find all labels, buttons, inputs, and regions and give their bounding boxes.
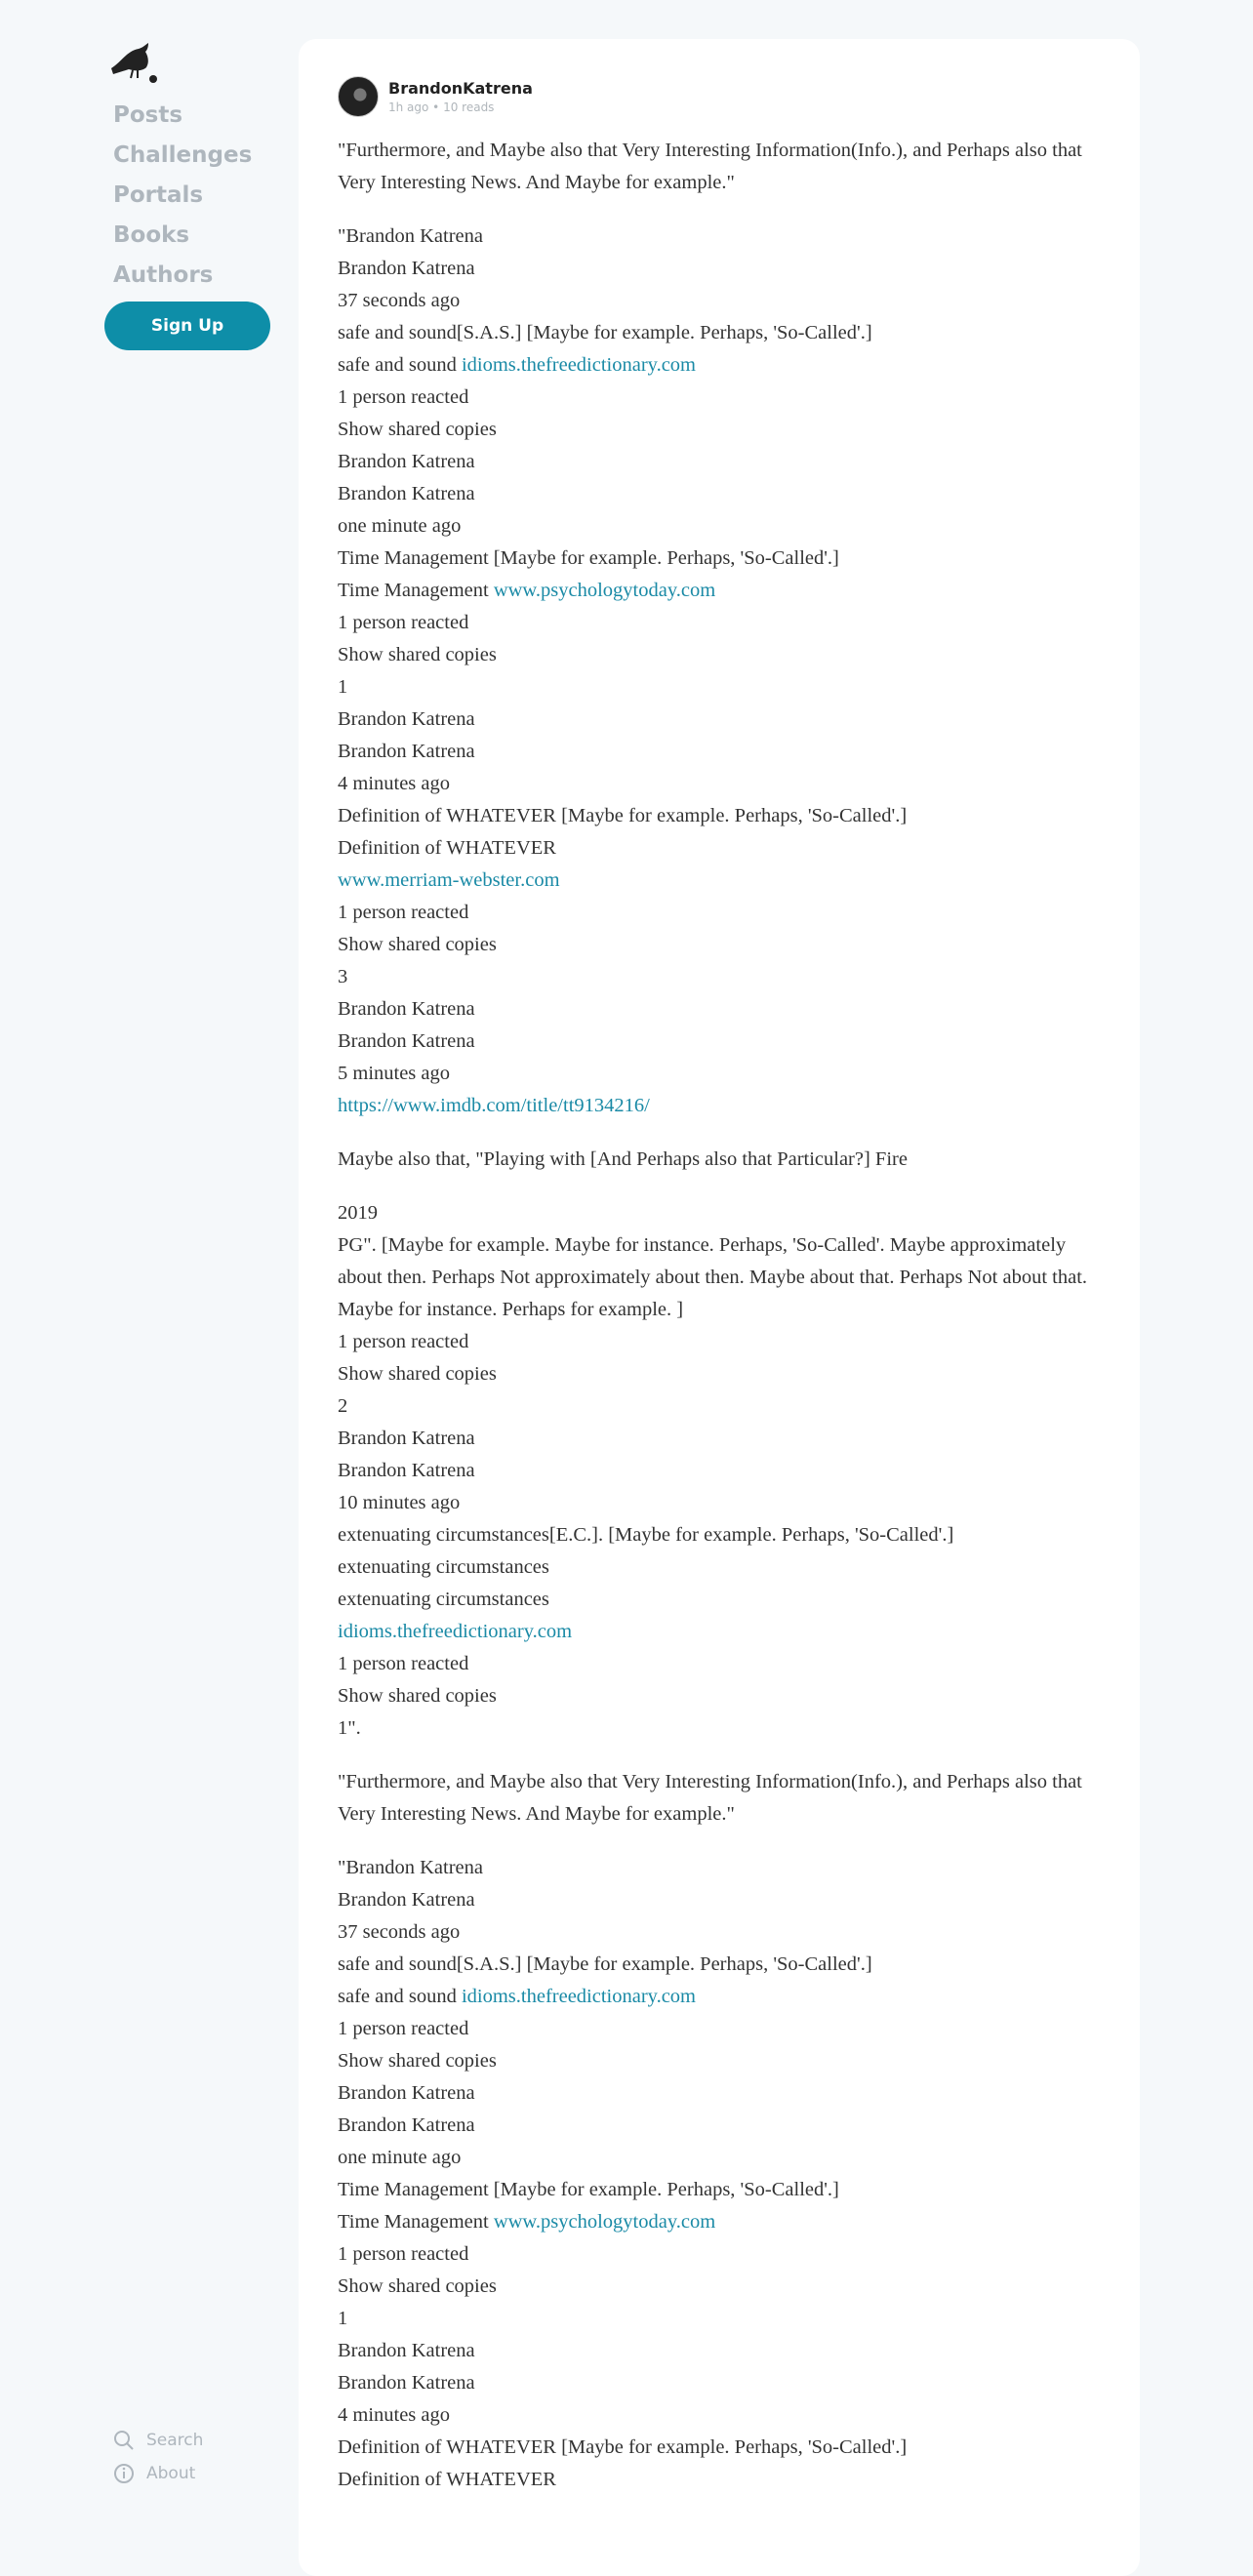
text-line: one minute ago	[338, 2147, 462, 2168]
search-link[interactable]	[113, 2426, 203, 2455]
text-line: Brandon Katrena	[338, 2340, 475, 2361]
avatar[interactable]	[338, 76, 379, 117]
text-line: 2	[338, 1395, 348, 1417]
text-line: Brandon Katrena	[338, 1428, 475, 1449]
sign-up-button[interactable]: Sign Up	[104, 302, 270, 350]
text-line: safe and sound[S.A.S.] [Maybe for example. Perhaps, 'So-Called'.]	[338, 322, 872, 343]
text-line: Show shared copies	[338, 1363, 497, 1385]
text-line: 1 person reacted	[338, 1653, 469, 1674]
post-body	[338, 135, 1105, 2517]
text-line: Time Management	[338, 2211, 494, 2233]
text-line: Brandon Katrena	[338, 2114, 475, 2136]
text-line: Show shared copies	[338, 2050, 497, 2072]
text-line: 3	[338, 966, 348, 987]
nav-item-authors[interactable]: Authors	[113, 262, 214, 288]
text-line: 1 person reacted	[338, 2243, 469, 2265]
text-line: PG". [Maybe for example. Maybe for instance. Perhaps, 'So-Called'. Maybe approximately about then. Perhaps Not approximately about then. Maybe about that. Perhaps Not about that. Maybe for instance. Perhaps for example. ]	[338, 1234, 1088, 1320]
text-line: 37 seconds ago	[338, 1921, 461, 1943]
text-line: safe and sound[S.A.S.] [Maybe for example. Perhaps, 'So-Called'.]	[338, 1953, 872, 1975]
nav-item-challenges[interactable]: Challenges	[113, 142, 253, 168]
text-line: Show shared copies	[338, 934, 497, 955]
link-psychologytoday[interactable]: www.psychologytoday.com	[493, 580, 716, 601]
text-line: 2019	[338, 1202, 378, 1224]
sidebar	[0, 0, 293, 2506]
author-name[interactable]: BrandonKatrena	[388, 79, 533, 98]
post-paragraph: "Furthermore, and Maybe also that Very Interesting Information(Info.), and Perhaps also that Very Interesting News. And Maybe for example."	[338, 1771, 1082, 1825]
text-line: 5 minutes ago	[338, 1063, 451, 1084]
main-nav	[113, 96, 252, 296]
text-line: Definition of WHATEVER	[338, 2469, 556, 2490]
text-line: one minute ago	[338, 515, 462, 537]
link-psychologytoday[interactable]: www.psychologytoday.com	[493, 2211, 716, 2233]
text-line: Definition of WHATEVER [Maybe for example. Perhaps, 'So-Called'.]	[338, 805, 908, 826]
text-line: "Brandon Katrena	[338, 225, 483, 247]
post-paragraph: "Furthermore, and Maybe also that Very Interesting Information(Info.), and Perhaps also that Very Interesting News. And Maybe for example."	[338, 140, 1082, 193]
text-line: Show shared copies	[338, 644, 497, 665]
text-line: 1 person reacted	[338, 1331, 469, 1352]
text-line: Time Management [Maybe for example. Perhaps, 'So-Called'.]	[338, 547, 839, 569]
text-line: extenuating circumstances[E.C.]. [Maybe for example. Perhaps, 'So-Called'.]	[338, 1524, 954, 1546]
text-line: Brandon Katrena	[338, 741, 475, 762]
text-line: 10 minutes ago	[338, 1492, 461, 1513]
text-line: Brandon Katrena	[338, 451, 475, 472]
link-freedictionary[interactable]: idioms.thefreedictionary.com	[338, 1621, 573, 1642]
text-line: 1 person reacted	[338, 386, 469, 408]
post-paragraph	[338, 1852, 1105, 2496]
text-line: Brandon Katrena	[338, 2372, 475, 2394]
text-line: Brandon Katrena	[338, 258, 475, 279]
text-line: Time Management	[338, 580, 494, 601]
text-line: Definition of WHATEVER	[338, 837, 556, 859]
post-paragraph: Maybe also that, "Playing with [And Perhaps also that Particular?] Fire	[338, 1148, 908, 1170]
search-icon	[113, 2430, 135, 2451]
link-merriam-webster[interactable]: www.merriam-webster.com	[338, 869, 560, 891]
text-line: 1 person reacted	[338, 612, 469, 633]
text-line: Brandon Katrena	[338, 1030, 475, 1052]
text-line: Brandon Katrena	[338, 998, 475, 1020]
info-icon	[113, 2463, 135, 2484]
text-line: Brandon Katrena	[338, 1460, 475, 1481]
text-line: Brandon Katrena	[338, 2082, 475, 2104]
link-freedictionary[interactable]: idioms.thefreedictionary.com	[461, 1986, 697, 2007]
text-line: Show shared copies	[338, 2275, 497, 2297]
text-line: Brandon Katrena	[338, 1889, 475, 1911]
text-line: 4 minutes ago	[338, 773, 451, 794]
text-line: Time Management [Maybe for example. Perhaps, 'So-Called'.]	[338, 2179, 839, 2200]
link-imdb[interactable]: https://www.imdb.com/title/tt9134216/	[338, 1095, 650, 1116]
text-line: "Brandon Katrena	[338, 1857, 483, 1878]
nav-item-books[interactable]: Books	[113, 222, 190, 248]
post-card	[299, 39, 1140, 2576]
text-line: Brandon Katrena	[338, 708, 475, 730]
text-line: 37 seconds ago	[338, 290, 461, 311]
text-line: Show shared copies	[338, 419, 497, 440]
text-line: Definition of WHATEVER [Maybe for example. Perhaps, 'So-Called'.]	[338, 2436, 908, 2458]
crow-logo-icon[interactable]	[109, 41, 160, 84]
post-paragraph	[338, 221, 1105, 1122]
text-line: 4 minutes ago	[338, 2404, 451, 2426]
about-label: About	[146, 2464, 196, 2483]
text-line: 1 person reacted	[338, 902, 469, 923]
text-line: Show shared copies	[338, 1685, 497, 1707]
post-meta: 1h ago • 10 reads	[388, 101, 495, 114]
text-line: extenuating circumstances	[338, 1556, 549, 1578]
post-header	[338, 76, 533, 117]
text-line: safe and sound	[338, 1986, 462, 2007]
text-line: 1	[338, 2308, 348, 2329]
nav-item-portals[interactable]: Portals	[113, 182, 204, 208]
nav-item-posts[interactable]: Posts	[113, 102, 183, 128]
post-paragraph	[338, 1197, 1105, 1745]
search-label: Search	[146, 2431, 204, 2450]
text-line: 1 person reacted	[338, 2018, 469, 2039]
text-line: extenuating circumstances	[338, 1589, 549, 1610]
text-line: 1	[338, 676, 348, 698]
text-line: 1".	[338, 1717, 361, 1739]
text-line: safe and sound	[338, 354, 462, 376]
text-line: Brandon Katrena	[338, 483, 475, 504]
link-freedictionary[interactable]: idioms.thefreedictionary.com	[461, 354, 697, 376]
about-link[interactable]	[113, 2459, 195, 2488]
